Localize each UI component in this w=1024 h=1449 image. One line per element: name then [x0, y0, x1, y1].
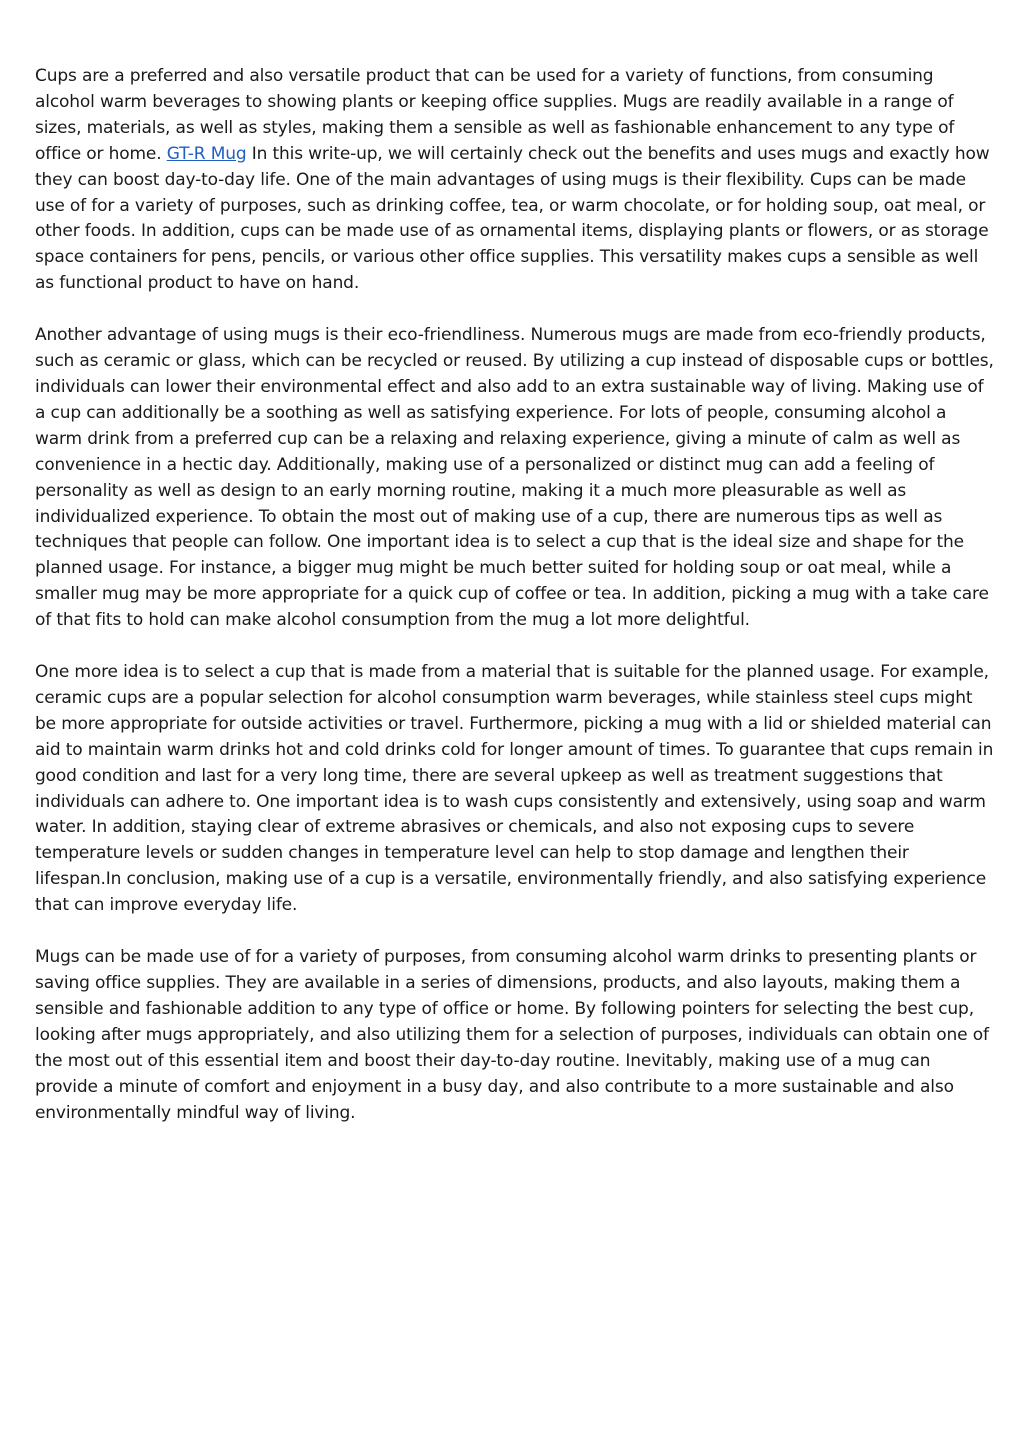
paragraph-2: Another advantage of using mugs is their eco-friendliness. Numerous mugs are made from eco-friendly products, such as ceramic or glass, which can be recycled or reused. By utilizing a cup instead of disposable cups or bottles, individuals can lower their environmental effect and also add to an extra sustainable way of living. Making use of a cup can additionally be a soothing as well as satisfying experience. For lots of people, consuming alcohol a warm drink from a preferred cup can be a relaxing and relaxing experience, giving a minute of calm as well as convenience in a hectic day. Additionally, making use of a personalized or distinct mug can add a feeling of personality as well as design to an early morning routine, making it a much more pleasurable as well as individualized experience. To obtain the most out of making use of a cup, there are numerous tips as well as techniques that people can follow. One important idea is to select a cup that is the ideal size and shape for the planned usage. For instance, a bigger mug might be much better suited for holding soup or oat meal, while a smaller mug may be more appropriate for a quick cup of coffee or tea. In addition, picking a mug with a take care of that fits to hold can make alcohol consumption from the mug a lot more delightful. [35, 325, 994, 631]
paragraph-1-intro: Cups are a preferred and also versatile product that can be used for a variety of functions, from consuming alcohol warm beverages to showing plants or keeping office supplies. Mugs are readily available in a range of sizes, materials, as well as styles, making them a sensible as well as fashionable enhancement to any type of office or home. [35, 66, 955, 164]
paragraph-1-rest: In this write-up, we will certainly check out the benefits and uses mugs and exactly how they can boost day-to-day life. One of the main advantages of using mugs is their flexibility. Cups can be made use of for a variety of purposes, such as drinking coffee, tea, or warm chocolate, or for holding soup, oat meal, or other foods. In addition, cups can be made use of as ornamental items, displaying plants or flowers, or as storage space containers for pens, pencils, or various other office supplies. This versatility makes cups a sensible as well as functional product to have on hand. [35, 143, 990, 294]
paragraph-3: One more idea is to select a cup that is made from a material that is suitable for the planned usage. For example, ceramic cups are a popular selection for alcohol consumption warm beverages, while stainless steel cups might be more appropriate for outside activities or travel. Furthermore, picking a mug with a lid or shielded material can aid to maintain warm drinks hot and cold drinks cold for longer amount of times. To guarantee that cups remain in good condition and last for a very long time, there are several upkeep as well as treatment suggestions that individuals can adhere to. One important idea is to wash cups consistently and extensively, using soap and warm water. In addition, staying clear of extreme abrasives or chemicals, and also not exposing cups to severe temperature levels or sudden changes in temperature level can help to stop damage and lengthen their lifespan.In conclusion, making use of a cup is a versatile, environmentally friendly, and also satisfying experience that can improve everyday life. [35, 662, 994, 916]
gt-r-mug-link[interactable]: GT-R Mug [166, 143, 247, 164]
paragraph-1 [35, 64, 997, 297]
paragraph-4: Mugs can be made use of for a variety of purposes, from consuming alcohol warm drinks to presenting plants or saving office supplies. They are available in a series of dimensions, products, and also layouts, making them a sensible and fashionable addition to any type of office or home. By following pointers for selecting the best cup, looking after mugs appropriately, and also utilizing them for a selection of purposes, individuals can obtain one of the most out of this essential item and boost their day-to-day routine. Inevitably, making use of a mug can provide a minute of comfort and enjoyment in a busy day, and also contribute to a more sustainable and also environmentally mindful way of living. [35, 947, 989, 1123]
document-body [35, 64, 997, 1152]
